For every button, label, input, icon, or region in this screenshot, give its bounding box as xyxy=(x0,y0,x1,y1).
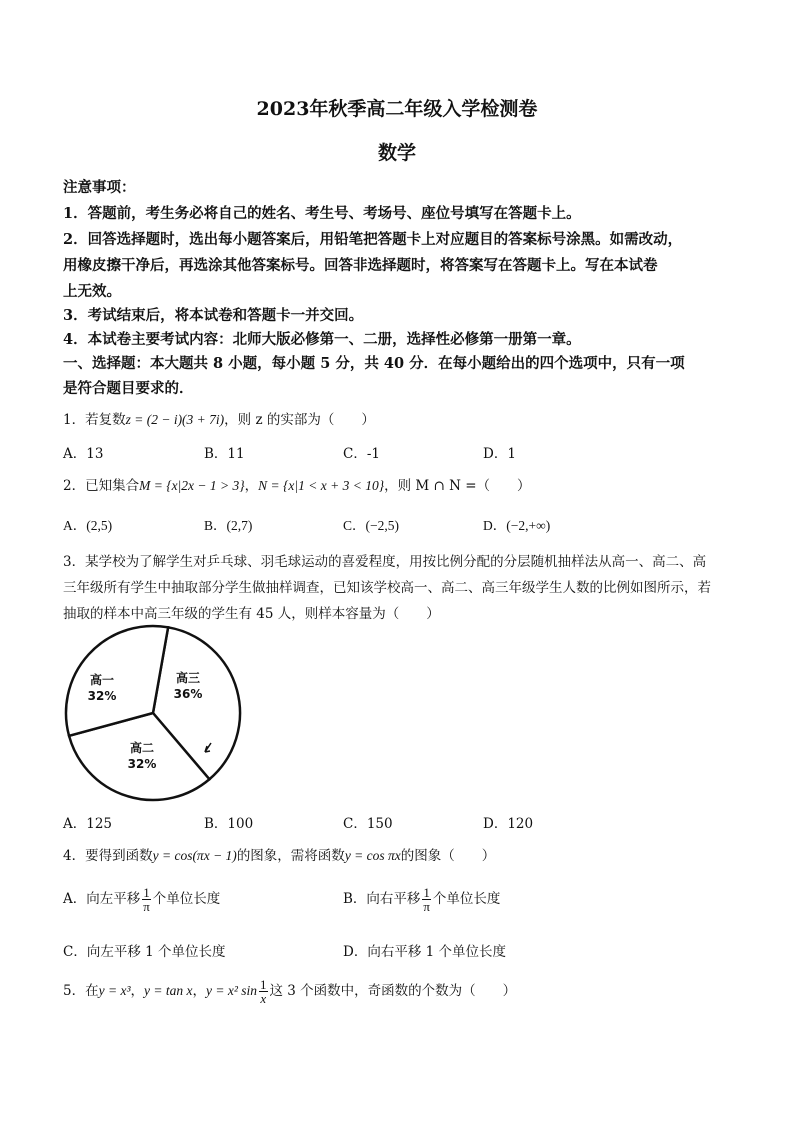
q2-set-n: N = {x|1 < x + 3 < 10} xyxy=(258,478,385,493)
q5-sep-2: ， xyxy=(192,983,206,999)
note-line-3: 用橡皮擦干净后，再选涂其他答案标号。回答非选择题时，将答案写在答题卡上。写在本试卷 xyxy=(63,257,658,274)
q2-option-c: C．(−2,5) xyxy=(343,518,399,533)
q4-option-a xyxy=(63,886,220,913)
q2-suffix: ，则 M ∩ N =（ ） xyxy=(384,478,531,494)
section-heading-line-1: 一、选择题：本大题共 8 小题，每小题 5 分，共 40 分．在每小题给出的四个选项中，只有一项 xyxy=(63,355,685,372)
q1-option-a: A．13 xyxy=(63,446,104,462)
q3-line-2: 三年级所有学生中抽取部分学生做抽样调查，已知该学校高一、高二、高三年级学生人数的比例如图所示，若 xyxy=(63,580,711,596)
note-line-5: 3．考试结束后，将本试卷和答题卡一并交回。 xyxy=(63,307,364,324)
question-2 xyxy=(63,474,531,494)
q4-function-1: y = cos(πx − 1) xyxy=(152,848,237,863)
q2-prefix: 2．已知集合 xyxy=(63,478,140,494)
pie-label-gaoyi xyxy=(82,672,122,704)
q5-fraction xyxy=(259,978,268,1005)
question-1 xyxy=(63,408,375,428)
pie-label-gaosan-name: 高三 xyxy=(175,671,200,685)
q2-mid: ， xyxy=(244,478,259,494)
q5-function-2: y = tan x xyxy=(144,983,193,998)
q5-function-1: y = x³ xyxy=(98,983,131,998)
exam-title: 2023年秋季高二年级入学检测卷 xyxy=(256,98,538,120)
q1-option-d: D．1 xyxy=(483,446,516,462)
pie-label-gaoer-value: 32% xyxy=(127,757,157,771)
q2-option-b: B．(2,7) xyxy=(204,518,253,533)
pie-chart-svg xyxy=(64,612,244,812)
q1-suffix: ，则 z 的实部为（ ） xyxy=(224,412,375,428)
pie-label-gaoyi-name: 高一 xyxy=(89,673,114,687)
q4-option-b xyxy=(343,886,500,913)
q5-suffix: 这 3 个函数中，奇函数的个数为（ ） xyxy=(269,983,517,999)
q4-b-frac-den: π xyxy=(423,899,430,914)
note-line-1: 1．答题前，考生务必将自己的姓名、考生号、考场号、座位号填写在答题卡上。 xyxy=(63,205,581,222)
q3-line-1: 3．某学校为了解学生对乒乓球、羽毛球运动的喜爱程度，用按比例分配的分层随机抽样法从高一、高二、高 xyxy=(63,554,707,570)
q4-option-b-fraction xyxy=(422,886,431,913)
q1-option-c: C．-1 xyxy=(343,446,380,462)
pie-chart xyxy=(64,612,244,812)
q5-prefix: 5．在 xyxy=(63,983,99,999)
q4-a-frac-den: π xyxy=(143,899,150,914)
pie-label-gaosan xyxy=(168,670,208,702)
q2-set-m: M = {x|2x − 1 > 3} xyxy=(139,478,245,493)
question-4 xyxy=(63,844,495,864)
q3-option-b: B．100 xyxy=(204,816,254,832)
q4-option-a-fraction xyxy=(142,886,151,913)
q5-function-3: y = x² sin xyxy=(205,983,258,998)
q4-option-b-pre: B．向右平移 xyxy=(343,891,421,907)
q4-mid: 的图象，需将函数 xyxy=(236,848,345,864)
note-line-6: 4．本试卷主要考试内容：北师大版必修第一、二册，选择性必修第一册第一章。 xyxy=(63,331,581,348)
q5-frac-den: x xyxy=(260,991,267,1006)
q3-option-d: D．120 xyxy=(483,816,534,832)
q1-expression: z = (2 − i)(3 + 7i) xyxy=(125,412,225,427)
q4-option-a-pre: A．向左平移 xyxy=(63,891,141,907)
q2-option-d: D．(−2,+∞) xyxy=(483,518,551,533)
q1-prefix: 1．若复数 xyxy=(63,412,126,428)
q4-option-c: C．向左平移 1 个单位长度 xyxy=(63,944,226,960)
notes-heading: 注意事项： xyxy=(63,179,136,196)
q1-option-b: B．11 xyxy=(204,446,245,462)
section-heading-line-2: 是符合题目要求的． xyxy=(63,380,194,397)
q3-option-c: C．150 xyxy=(343,816,393,832)
pie-label-gaoer xyxy=(122,740,162,772)
pie-label-gaosan-value: 36% xyxy=(173,687,203,701)
q3-line-3: 抽取的样本中高三年级的学生有 45 人，则样本容量为（ ） xyxy=(63,606,440,622)
q4-b-frac-num: 1 xyxy=(423,885,430,900)
q4-option-b-post: 个单位长度 xyxy=(432,891,501,907)
subject-title: 数学 xyxy=(377,142,416,164)
note-line-4: 上无效。 xyxy=(63,283,121,300)
q4-option-a-post: 个单位长度 xyxy=(152,891,221,907)
note-line-2: 2．回答选择题时，选出每小题答案后，用铅笔把答题卡上对应题目的答案标号涂黑。如需改动， xyxy=(63,231,683,248)
q5-sep-1: ， xyxy=(130,983,144,999)
q3-option-a: A．125 xyxy=(63,816,113,832)
q4-a-frac-num: 1 xyxy=(143,885,150,900)
q4-function-2: y = cos πx xyxy=(344,848,401,863)
pie-label-gaoyi-value: 32% xyxy=(87,689,117,703)
pie-label-gaoer-name: 高二 xyxy=(129,741,154,755)
q4-prefix: 4．要得到函数 xyxy=(63,848,153,864)
question-5 xyxy=(63,978,516,1005)
q4-suffix: 的图象（ ） xyxy=(400,848,496,864)
q2-option-a: A．(2,5) xyxy=(63,518,113,533)
q5-frac-num: 1 xyxy=(260,977,267,992)
q4-option-d: D．向右平移 1 个单位长度 xyxy=(343,944,506,960)
